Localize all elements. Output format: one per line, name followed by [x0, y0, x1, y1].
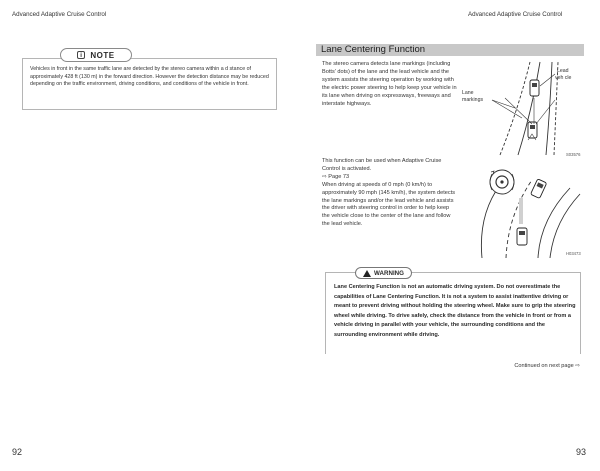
figure1-lead-label: Lead — [557, 68, 569, 74]
figure1-code: S03576 — [566, 152, 581, 157]
curve-right-edge — [538, 188, 570, 258]
left-lane-marking — [500, 62, 530, 155]
note-label — [60, 48, 132, 62]
assist-path-indicator — [519, 198, 523, 224]
curve-left-edge — [481, 185, 500, 258]
continued-on-next-page[interactable]: Continued on next page ⇨ — [514, 363, 580, 369]
left-page-number: 92 — [12, 447, 23, 457]
own-vehicle-window-curve — [519, 231, 525, 235]
figure2-code: H03473 — [566, 251, 581, 256]
warning-text: Lane Centering Function is not an automatic driving system. Do not overestimate the capabilities of Lane Centering Function. It is not a system to assist inattentive driving or meant to prevent driving without holding the steering wheel. Make sure to grip the steering wheel while driving. To drive safely, check the distance from the vehicle in front or from a vehicle driving in parallel with your vehicle, the surrounding conditions and the surrounding environment while driving. — [334, 284, 576, 338]
lane-leader-line-2 — [492, 100, 522, 118]
activation-paragraph — [322, 158, 457, 229]
note-label-text: NOTE — [90, 50, 115, 60]
warning-triangle-icon — [363, 270, 371, 277]
warning-label-text: WARNING — [374, 269, 404, 277]
curve-outer-edge — [550, 194, 580, 258]
figure1-lane-label: Lane — [462, 90, 474, 96]
speed-range-text: When driving at speeds of 0 mph (0 km/h) to approximately 90 mph (145 km/h), the system detects the lane markings and/or the lead vehicle and assists the driver with steering control in order to help keep the vehicle close to the center of the lane and follow the lead vehicle. — [322, 181, 456, 228]
own-vehicle-icon — [528, 122, 537, 138]
right-lane-line — [546, 62, 552, 155]
lead-vehicle-icon — [530, 80, 539, 96]
own-vehicle-window — [530, 125, 535, 129]
lead-vehicle-window — [532, 83, 537, 87]
left-running-header: Advanced Adaptive Cruise Control — [12, 11, 107, 18]
camera-ray-right — [536, 100, 555, 124]
figure1-markings-label: markings — [462, 97, 484, 103]
lead-vehicle-leader-line — [540, 74, 555, 86]
note-text: Vehicles in front in the same traffic lane are detected by the stereo camera within a d stance of approximately 428 ft (130 m) in the forward direction. However the detection distance may be reduced depending on the traffic environment, driving conditions, and conditions of the vehicle in front. — [30, 66, 269, 88]
steering-assist-illustration — [470, 160, 585, 260]
right-page-number: 93 — [576, 447, 587, 457]
intro-paragraph: The stereo camera detects lane markings (including Botts' dots) of the lane and the lead vehicle and the system assists the steering operation by working with the electric power steering to help keep your vehicle in its lane when driving on expressways, freeways and interstate highways. — [322, 61, 457, 107]
own-vehicle-icon-curve — [517, 228, 527, 245]
warning-label — [355, 267, 412, 279]
note-icon: i — [77, 51, 85, 59]
section-title: Lane Centering Function — [316, 44, 584, 56]
activation-intro: This function can be used when Adaptive Cruise Control is activated. — [322, 158, 442, 172]
right-running-header: Advanced Adaptive Cruise Control — [468, 11, 563, 18]
steering-wheel-icon — [490, 170, 514, 194]
lead-vehicle-icon-curve — [531, 179, 547, 199]
page-reference-link[interactable]: ⇨ Page 73 — [322, 173, 350, 180]
figure1-vehicle-label: veh cle — [555, 75, 572, 81]
left-lane-line — [518, 62, 540, 155]
